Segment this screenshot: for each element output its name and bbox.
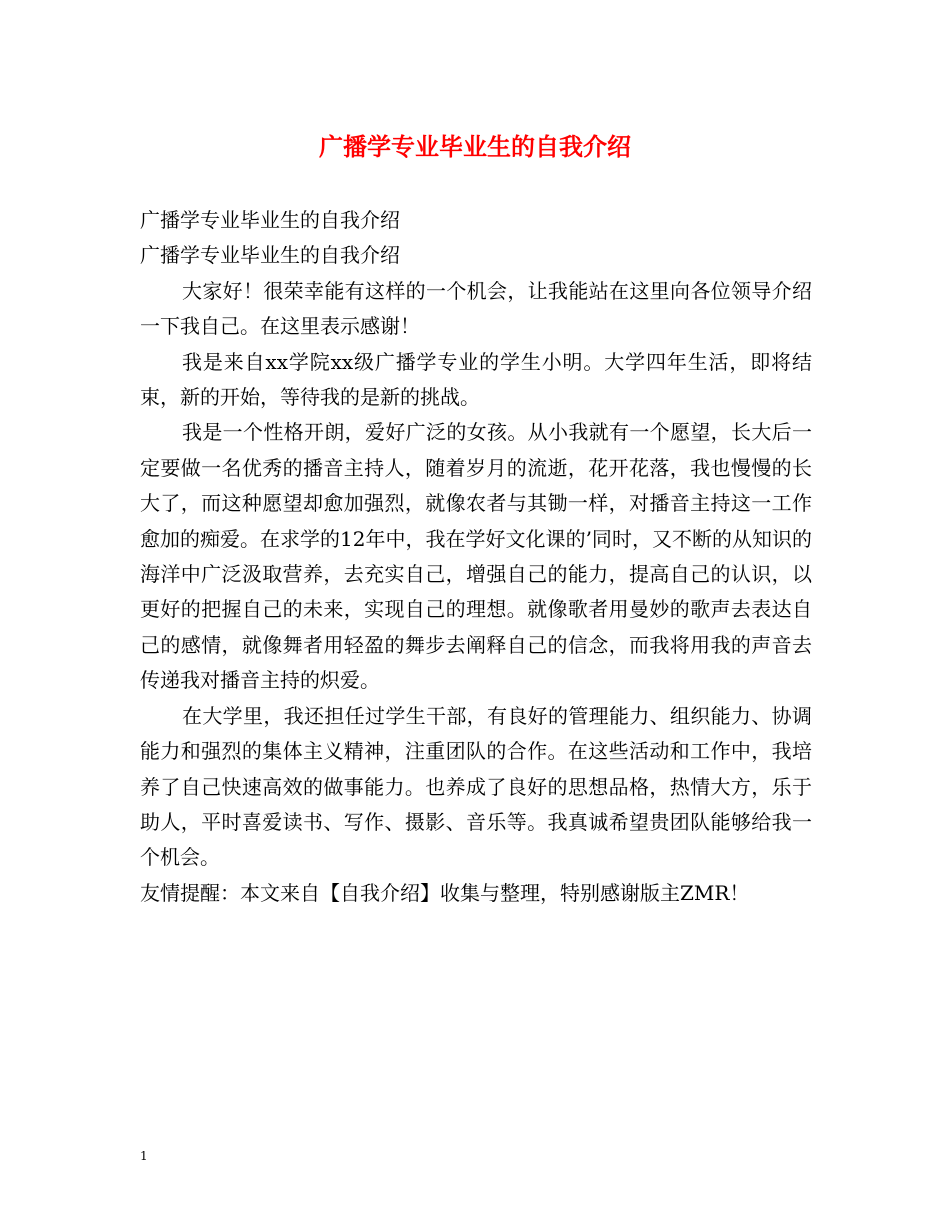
document-title: 广播学专业毕业生的自我介绍 xyxy=(319,133,631,161)
paragraph-background: 我是来自xx学院xx级广播学专业的学生小明。大学四年生活，即将结束，新的开始，等待我的是新的挑战。 xyxy=(140,349,812,410)
page-number: 1 xyxy=(140,1149,148,1163)
paragraph-experience: 在大学里，我还担任过学生干部，有良好的管理能力、组织能力、协调能力和强烈的集体主义精神，注重团队的合作。在这些活动和工作中，我培养了自己快速高效的做事能力。也养成了良好的思想品格，热情大方，乐于助人，平时喜爱读书、写作、摄影、音乐等。我真诚希望贵团队能够给我一个机会。 xyxy=(140,703,812,870)
paragraph-greeting: 大家好！很荣幸能有这样的一个机会，让我能站在这里向各位领导介绍一下我自己。在这里表示感谢！ xyxy=(140,278,812,339)
subtitle-line-2: 广播学专业毕业生的自我介绍 xyxy=(140,243,400,268)
paragraph-personality: 我是一个性格开朗，爱好广泛的女孩。从小我就有一个愿望，长大后一定要做一名优秀的播音主持人，随着岁月的流逝，花开花落，我也慢慢的长大了，而这种愿望却愈加强烈，就像农者与其锄一样，对播音主持这一工作愈加的痴爱。在求学的12年中，我在学好文化课的’同时，又不断的从知识的海洋中广泛汲取营养，去充实自己，增强自己的能力，提高自己的认识，以更好的把握自己的未来，实现自己的理想。就像歌者用曼妙的歌声去表达自己的感情，就像舞者用轻盈的舞步去阐释自己的信念，而我将用我的声音去传递我对播音主持的炽爱。 xyxy=(140,420,812,693)
subtitle-line-1: 广播学专业毕业生的自我介绍 xyxy=(140,208,400,232)
document-body xyxy=(140,203,812,911)
footer-note: 友情提醒：本文来自【自我介绍】收集与整理，特别感谢版主ZMR！ xyxy=(140,880,750,905)
